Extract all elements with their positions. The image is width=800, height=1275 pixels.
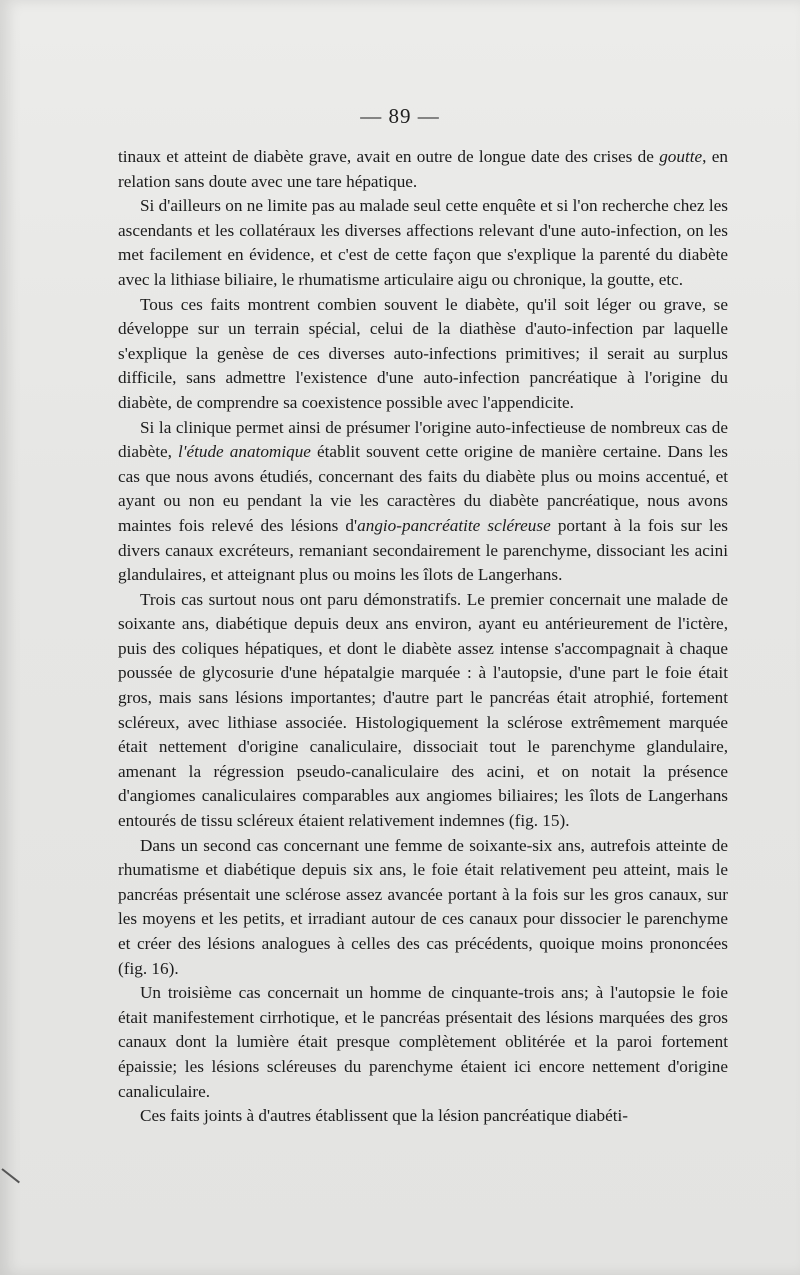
paragraph-1-end: , en relation sans doute avec une tare hépatique. [118, 147, 728, 191]
paragraph-8: Ces faits joints à d'autres établissent que la lésion pancréatique diabéti- [140, 1106, 629, 1126]
margin-mark [1, 1168, 20, 1183]
paragraph-2: Si d'ailleurs on ne limite pas au malade seul cette enquête et si l'on recherche chez les ascendants et les collatéraux les diverses affections relevant d'une auto-infection, on les met facilement en évidence, et c'est de cette façon que s'explique la parenté du diabète avec la lithiase biliaire, le rhumatisme articulaire aigu ou chronique, la goutte, etc. [118, 196, 728, 289]
paragraph-4-text-c: portant à la fois sur les divers canaux excréteurs, remaniant secondairement le parenchyme, dissociant les acini glandulaires, et atteignant plus ou moins les îlots de Langerhans. [118, 515, 728, 585]
paragraph-4-italic-2: angio-pancréatite scléreuse [357, 515, 551, 535]
paragraph-6: Dans un second cas concernant une femme de soixante-six ans, autrefois atteinte de rhumatisme et diabétique depuis six ans, le foie était relativement peu atteint, mais le pancréas présentait une sclérose assez avancée portant à la fois sur les gros canaux, sur les moyens et les petits, et irradiant autour de ces canaux pour dissocier le parenchyme et créer des lésions analogues à celles des cas précédents, quoique moins prononcées (fig. 16). [118, 835, 728, 978]
paragraph-4-text-b: établit souvent cette origine de manière certaine. Dans les cas que nous avons étudiés, concernant des faits du diabète plus ou moins accentué, et ayant ou non eu pendant la vie les caractères du diabète pancréatique, nous avons maintes fois relevé des lésions d' [118, 442, 728, 535]
paragraph-1-text: tinaux et atteint de diabète grave, avait en outre de longue date des crises de [118, 147, 660, 166]
paragraph-4-italic-1: l'étude anatomique [178, 442, 311, 462]
paragraph-3: Tous ces faits montrent combien souvent le diabète, qu'il soit léger ou grave, se développe sur un terrain spécial, celui de la diathèse d'auto-infection par laquelle s'explique la genèse de ces diverses auto-infections primitives; il serait au surplus difficile, sans admettre l'existence d'une auto-infection pancréatique à l'origine du diabète, de comprendre sa coexistence possible avec l'appendicite. [118, 294, 728, 412]
paragraph-4 [118, 416, 728, 588]
paragraph-7: Un troisième cas concernait un homme de cinquante-trois ans; à l'autopsie le foie était manifestement cirrhotique, et le pancréas présentait des lésions marquées des gros canaux dont la lumière était presque complètement oblitérée et la paroi fortement épaissie; les lésions scléreuses du parenchyme étaient ici encore nettement d'origine canaliculaire. [118, 983, 728, 1101]
paragraph-1 [118, 145, 728, 194]
body-text [118, 145, 728, 1129]
page-number: — 89 — [360, 104, 440, 128]
paragraph-1-italic: goutte [659, 147, 703, 166]
paragraph-4-text-a: Si la clinique permet ainsi de présumer l'origine auto-infectieuse de nombreux cas de diabète, [118, 417, 728, 462]
paragraph-5: Trois cas surtout nous ont paru démonstratifs. Le premier concernait une malade de soixante ans, diabétique depuis deux ans environ, ayant eu antérieurement de l'ictère, puis des coliques hépatiques, et dont le diabète assez intense s'accompagnait à chaque poussée de glycosurie d'une hépatalgie marquée : à l'autopsie, d'une part le foie était gros, mais sans lésions importantes; d'autre part le pancréas était atrophié, fortement scléreux, avec lithiase associée. Histologiquement la sclérose extrêmement marquée était nettement d'origine canaliculaire, dissociait tout le parenchyme glandulaire, amenant la régression pseudo-canaliculaire des acini, et on notait la présence d'angiomes canaliculaires comparables aux angiomes biliaires; les îlots de Langerhans entourés de tissu scléreux étaient relativement indemnes (fig. 15). [118, 589, 728, 831]
